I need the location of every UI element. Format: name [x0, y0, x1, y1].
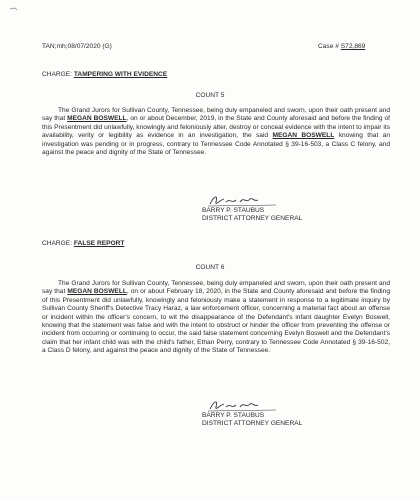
count-title: COUNT 6: [195, 264, 225, 271]
body-text: knowing that an investigation was pending or in progress, contrary to Tennessee Code Annotated § 39-16-503, a Class C felony, and against the peace and dignity of the State of Tennessee.: [42, 132, 391, 157]
signer-title: DISTRICT ATTORNEY GENERAL: [202, 420, 303, 428]
signer-name: BARRY P. STAUBUS: [202, 412, 265, 419]
defendant-name: MEGAN BOSWELL: [272, 132, 335, 140]
document-reference: TAN;mh;08/07/2020 (G): [42, 43, 112, 50]
charge-label: CHARGE:: [42, 71, 73, 78]
case-number-line: [318, 43, 365, 51]
charge-heading: [42, 240, 124, 248]
body-text: The Grand Jurors for Sullivan County, Tennessee, being duly empaneled and sworn, upon their oath present and say that: [42, 107, 390, 123]
charge-label: CHARGE:: [42, 240, 73, 247]
body-text: The Grand Jurors for Sullivan County, Tennessee, being duly empaneled and sworn, upon their oath present and say that: [42, 280, 390, 296]
count-body: [42, 280, 390, 356]
signature-block: [202, 412, 302, 429]
defendant-name: MEGAN BOSWELL: [67, 288, 127, 296]
count-title: COUNT 5: [195, 92, 225, 99]
defendant-name: MEGAN BOSWELL: [67, 115, 127, 123]
case-label: Case #: [318, 43, 339, 50]
scan-mark: [10, 6, 18, 12]
body-text: , on or about February 18, 2020, in the State and County aforesaid and before the finding of this Presentment did unlawfully, knowingly and feloniously make a statement in response to a legitimate inquiry by Sullivan County Sheriff's Detective Tracy Haraz, a law enforcement officer, concerning a material fact about an offense or incident within the officer's concern, to wit the disappearance of the Defendant's infant daughter Evelyn Boswell, knowing that the statement was false and with the intent to obstruct or hinder the officer from preventing the offense or incident from occurring or continuing to occur, the said false statement concerning Evelyn Boswell and the Defendant's claim that her infant child was with the child's father, Ethan Perry, contrary to Tennessee Code Annotated § 39-16-502, a Class D felony, and against the peace and dignity of the State of Tennessee.: [42, 288, 390, 355]
case-number: S72,869: [340, 43, 366, 50]
signer-title: DISTRICT ATTORNEY GENERAL: [202, 215, 303, 223]
signature-block: [202, 207, 302, 224]
charge-title: TAMPERING WITH EVIDENCE: [73, 71, 168, 78]
charge-title: FALSE REPORT: [73, 240, 125, 247]
body-text: , on or about December, 2019, in the State and County aforesaid and before the finding of this Presentment did unlawfully, knowingly and feloniously alter, destroy or conceal evidence with the intent to impair its availability, verity or legibility as evidence in an investigation, the said: [42, 115, 390, 140]
count-body: [42, 107, 390, 157]
charge-heading: [42, 71, 167, 79]
signer-name: BARRY P. STAUBUS: [202, 207, 265, 214]
